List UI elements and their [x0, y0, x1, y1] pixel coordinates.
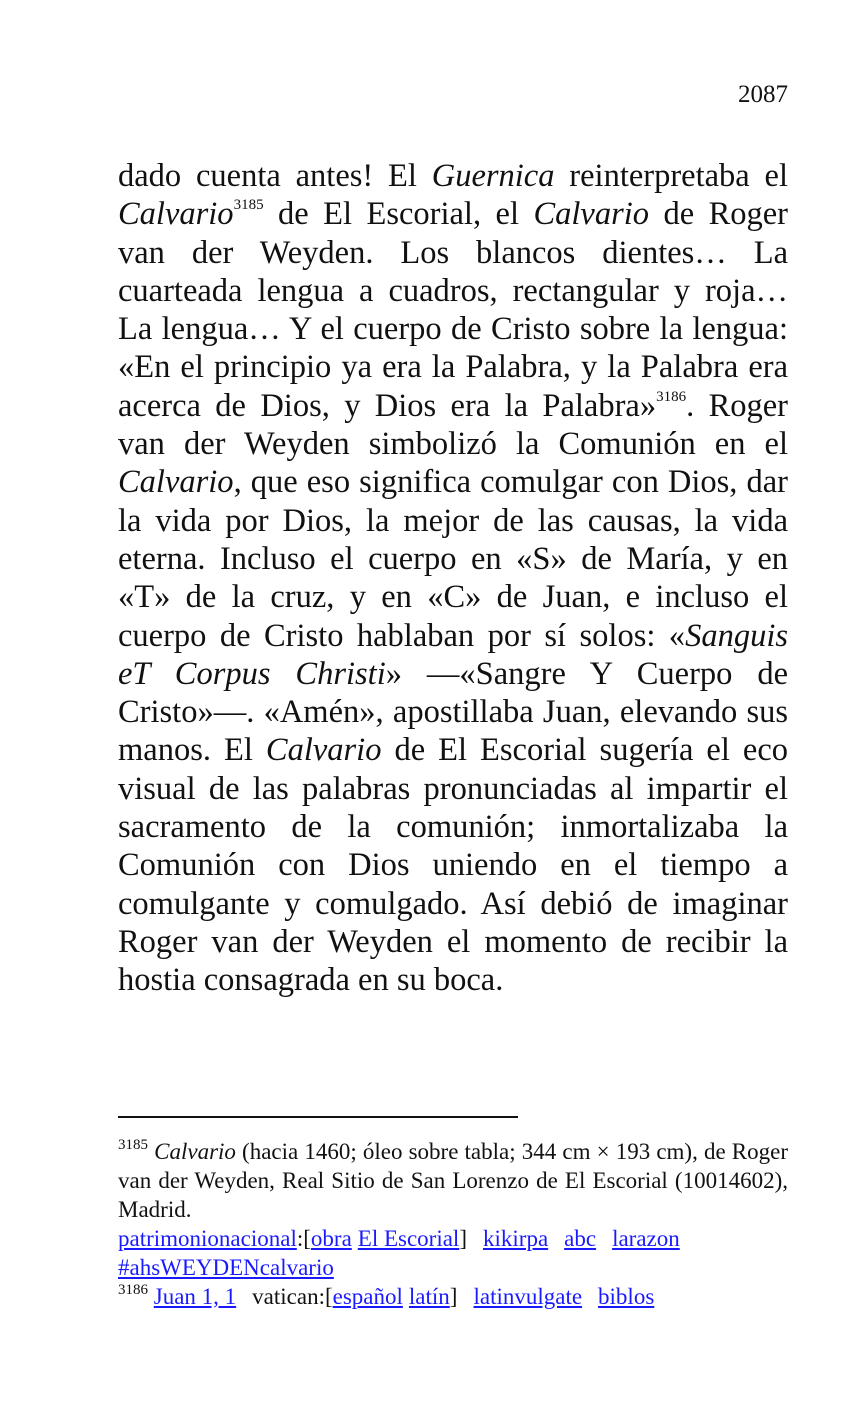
body-text: [118, 157, 788, 1000]
footnote-ref-3186[interactable]: 3186: [656, 388, 687, 405]
link-espanol[interactable]: español: [332, 1284, 403, 1309]
body-segment: de Roger van der Weyden. Los blancos dientes… La cuarteada lengua a cuadros, rectangular y roja… La lengua… Y el cuerpo de Cristo sobre la lengua: «En el principio ya era la Palabra, y la Palabra era acerca de Dios, y Dios era la Palabra»: [118, 196, 788, 424]
link-juan-1-1[interactable]: Juan 1, 1: [153, 1284, 237, 1309]
italic-latin-phrase: Sanguis eT Corpus Christi: [118, 617, 788, 692]
footnote-3185: [118, 1137, 788, 1224]
body-segment: . Roger van der Weyden simbolizó la Comunión en el: [118, 387, 788, 463]
body-segment: de El Escorial sugería el eco visual de las palabras pronunciadas al impartir el sacramento de la comunión; inmortalizaba la Comunión con Dios uniendo en el tiempo a comulgante y comulgado. Así debió de imaginar Roger van der Weyden el momento de recibir la hostia consagrada en su boca.: [118, 732, 788, 999]
italic-title-calvario: Calvario: [265, 732, 382, 769]
body-segment: dado cuenta antes! El: [118, 158, 432, 194]
link-larazon[interactable]: larazon: [612, 1226, 680, 1251]
link-bracket: ]: [449, 1284, 458, 1309]
link-biblos[interactable]: biblos: [598, 1284, 655, 1309]
italic-title-calvario: Calvario: [118, 196, 234, 233]
italic-title-calvario: Calvario: [533, 196, 649, 233]
link-kikirpa[interactable]: kikirpa: [483, 1226, 549, 1251]
link-bracket: :[: [296, 1226, 311, 1251]
link-patrimonionacional[interactable]: patrimonionacional: [118, 1226, 297, 1251]
footnote-number: 3185: [118, 1137, 148, 1153]
page-number: 2087: [738, 81, 788, 108]
footnotes: [118, 1137, 788, 1311]
link-latin[interactable]: latín: [408, 1284, 450, 1309]
link-prefix-vatican: vatican:[: [252, 1284, 333, 1309]
link-bracket: ]: [459, 1226, 467, 1251]
footnote-number: 3186: [118, 1282, 148, 1298]
italic-title-guernica: Guernica: [431, 158, 555, 194]
link-latinvulgate[interactable]: latinvulgate: [473, 1284, 583, 1309]
footnote-3186: [118, 1282, 788, 1311]
footnote-title: Calvario: [154, 1139, 236, 1164]
footnote-3185-links: [118, 1224, 788, 1253]
italic-title-calvario: Calvario: [118, 464, 234, 501]
body-segment: reinterpretaba el: [554, 158, 789, 194]
link-ahs-weyden-calvario[interactable]: #ahsWEYDENcalvario: [118, 1255, 334, 1280]
footnote-ref-3185[interactable]: 3185: [233, 197, 264, 214]
body-segment: » —«Sangre Y Cuerpo de Cristo»—. «Amén», apostillaba Juan, elevando sus manos. El: [118, 655, 788, 769]
body-segment: de El Escorial, el: [263, 196, 534, 233]
footnote-3185-links-cont: [118, 1253, 788, 1282]
link-el-escorial[interactable]: El Escorial: [357, 1226, 460, 1251]
link-obra[interactable]: obra: [310, 1226, 352, 1251]
footnote-text: (hacia 1460; óleo sobre tabla; 344 cm × 193 cm), de Roger van der Weyden, Real Sitio de San Lorenzo de El Escorial (10014602), Madrid.: [118, 1139, 789, 1222]
body-segment: , que eso significa comulgar con Dios, dar la vida por Dios, la mejor de las causas, la vida eterna. Incluso el cuerpo en «S» de María, y en «T» de la cruz, y en «C» de Juan, e incluso el cuerpo de Cristo hablaban por sí solos: «: [118, 464, 788, 654]
link-abc[interactable]: abc: [564, 1226, 597, 1251]
footnote-separator: [118, 1116, 518, 1118]
